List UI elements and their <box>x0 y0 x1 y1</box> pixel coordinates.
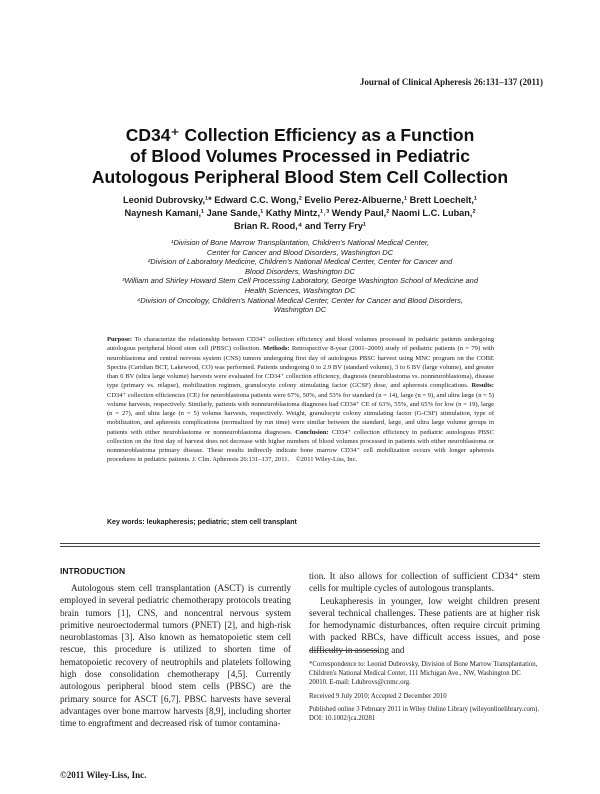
results-text: CD34⁺ collection efficiencies (CE) for neuroblastoma patients were 67%, 50%, and 53% for standard (n = 14), large (n = 9), and ultra large (n = 5) volume harvests, respectively. Similarly, patients with nonneuroblastoma diagnoses had CD34⁺ CE of 63%, 55%, and 65% for low (n = 19), large (n = 27), and ultra large (n = 5) volume harvests, respectively. Weight, granulocyte colony stimulating factor (G-CSF) stimulation, type of mobilization, and apheresis complications (normalized by run time) were similar between the standard, large, and ultra large volume groups in patients with either neuroblastoma or nonneuroblastoma diagnoses. <box>107 391 494 436</box>
affiliation-line: Health Sciences, Washington DC <box>244 285 356 295</box>
title-line: CD34⁺ Collection Efficiency as a Function <box>125 125 475 145</box>
author-line: Leonid Dubrovsky,¹* Edward C.C. Wong,² Evelio Perez-Albuerne,¹ Brett Loechelt,¹ <box>123 195 477 205</box>
body-paragraph: tion. It also allows for collection of sufficient CD34⁺ stem cells for multiple cycles of autologous transplants. <box>309 571 540 594</box>
abstract <box>107 335 494 465</box>
affiliation-line: ³William and Shirley Howard Stem Cell Processing Laboratory, George Washington School of Medicine and <box>121 276 479 286</box>
body-paragraph: Autologous stem cell transplantation (ASCT) is currently employed in several pediatric chemotherapy protocols treating brain tumors [1], CNS, and noncentral nervous system primitive neuroectodermal tumors (PNET) [2], and high-risk neuroblastomas [3]. Also known as hematopoietic stem cell rescue, this procedure is utilized to shorten time of hematopoietic recovery of neutrophils and platelets following high dose consolidation chemotherapy [4,5]. Currently autologous peripheral blood stem cells (PBSC) are the primary source for ASCT [6,7]. PBSC harvests have several advantages over bone marrow harvests [8,9], including shorter time to engraftment and decreased risk of tumor contamina- <box>60 583 291 729</box>
title-line: Autologous Peripheral Blood Stem Cell Collection <box>91 167 509 187</box>
section-divider <box>60 543 540 544</box>
journal-citation: Journal of Clinical Apheresis 26:131–137 (2011) <box>359 77 543 87</box>
purpose-text: To characterize the relationship between CD34⁺ collection efficiency and blood volumes processed in pediatric patients undergoing autologous peripheral blood stem cell (PBSC) collection. <box>107 336 494 353</box>
methods-label: Methods: <box>263 345 290 353</box>
affiliation-list <box>70 238 530 315</box>
title-line: of Blood Volumes Processed in Pediatric <box>129 146 471 166</box>
keywords: Key words: leukapheresis; pediatric; stem cell transplant <box>107 519 297 526</box>
affiliation-line: ²Division of Laboratory Medicine, Children's National Medical Center, Center for Cancer and <box>147 257 453 267</box>
received-date: Received 9 July 2010; Accepted 2 December 2010 <box>309 692 447 700</box>
section-heading: INTRODUCTION <box>60 566 126 576</box>
affiliation-line: ¹Division of Bone Marrow Transplantation, Children's National Medical Center, <box>170 238 430 247</box>
purpose-label: Purpose: <box>107 336 133 343</box>
affiliation-line: Center for Cancer and Blood Disorders, Washington DC <box>206 247 394 257</box>
correspondence-note: *Correspondence to: Leonid Dubrovsky, Division of Bone Marrow Transplantation, Children's National Medical Center, 111 Michigan Ave., NW, Washington DC 20010. E-mail: Ldubrovs@cnmc.org. <box>309 661 538 687</box>
affiliation-line: Blood Disorders, Washington DC <box>245 266 355 276</box>
published-note: Published online 3 February 2011 in Wiley Online Library (wileyonlinelibrary.com). <box>309 705 540 713</box>
affiliation-line: ⁴Division of Oncology, Children's National Medical Center, Center for Cancer and Blood Disorders, <box>137 295 463 305</box>
conclusion-label: Conclusion: <box>295 428 329 436</box>
right-column <box>309 570 540 656</box>
results-label: Results: <box>471 382 494 390</box>
footnote <box>309 660 540 723</box>
footnote-rule <box>309 650 379 651</box>
page-footer: ©2011 Wiley-Liss, Inc. <box>60 770 147 780</box>
doi: DOI: 10.1002/jca.20281 <box>309 715 376 723</box>
affiliation-line: Washington DC <box>273 305 327 315</box>
body-paragraph: Leukapheresis in younger, low weight children present several technical challenges. These patients are at higher risk for hemodynamic disturbances, often require circuit priming with packed RBCs, have difficult access issues, and pose difficulty in assessing and <box>309 595 540 655</box>
abstract-copyright: ©2011 Wiley-Liss, Inc. <box>295 456 358 464</box>
author-list <box>60 194 540 233</box>
section-divider <box>60 546 540 547</box>
conclusion-text: CD34⁺ collection efficiency in pediatric autologous PBSC collection on the first day of harvest does not decrease with higher numbers of blood volumes processed in patients with either neuroblastoma or nonneuroblastoma primary disease. These results indirectly indicate bone marrow CD34⁺ cell mobilization occurs with longer apheresis procedures in pediatric patients. J. Clin. Apheresis 26:131–137, 2011. <box>107 428 494 464</box>
article-title <box>60 125 540 188</box>
author-line: Naynesh Kamani,¹ Jane Sande,¹ Kathy Mintz,¹˒³ Wendy Paul,² Naomi L.C. Luban,² <box>124 208 476 218</box>
methods-text: Retrospective 8-year (2001–2009) study of pediatric patients (n = 79) with neuroblastoma and central nervous system (CNS) tumors undergoing first day of autologous PBSC harvest using MNC program on the COBE Spectra (Caridian BCT, Lakewood, CO) was performed. Patients undergoing 0 to 2.9 BV (standard volume), 3 to 6 BV (large volume), and greater than 6 BV (ultra large volume) harvests were evaluated for CD34⁺ collection efficiency, diagnosis (neuroblastoma vs. nonneuroblastoma), disease type (primary vs. relapse), mobilization regimen, granulocyte colony stimulating factor (GCSF) dose, and apheresis complications. <box>107 345 494 390</box>
abstract-paragraph <box>107 335 494 465</box>
author-line: Brian R. Rood,⁴ and Terry Fry¹ <box>234 221 366 231</box>
left-column <box>60 582 291 730</box>
